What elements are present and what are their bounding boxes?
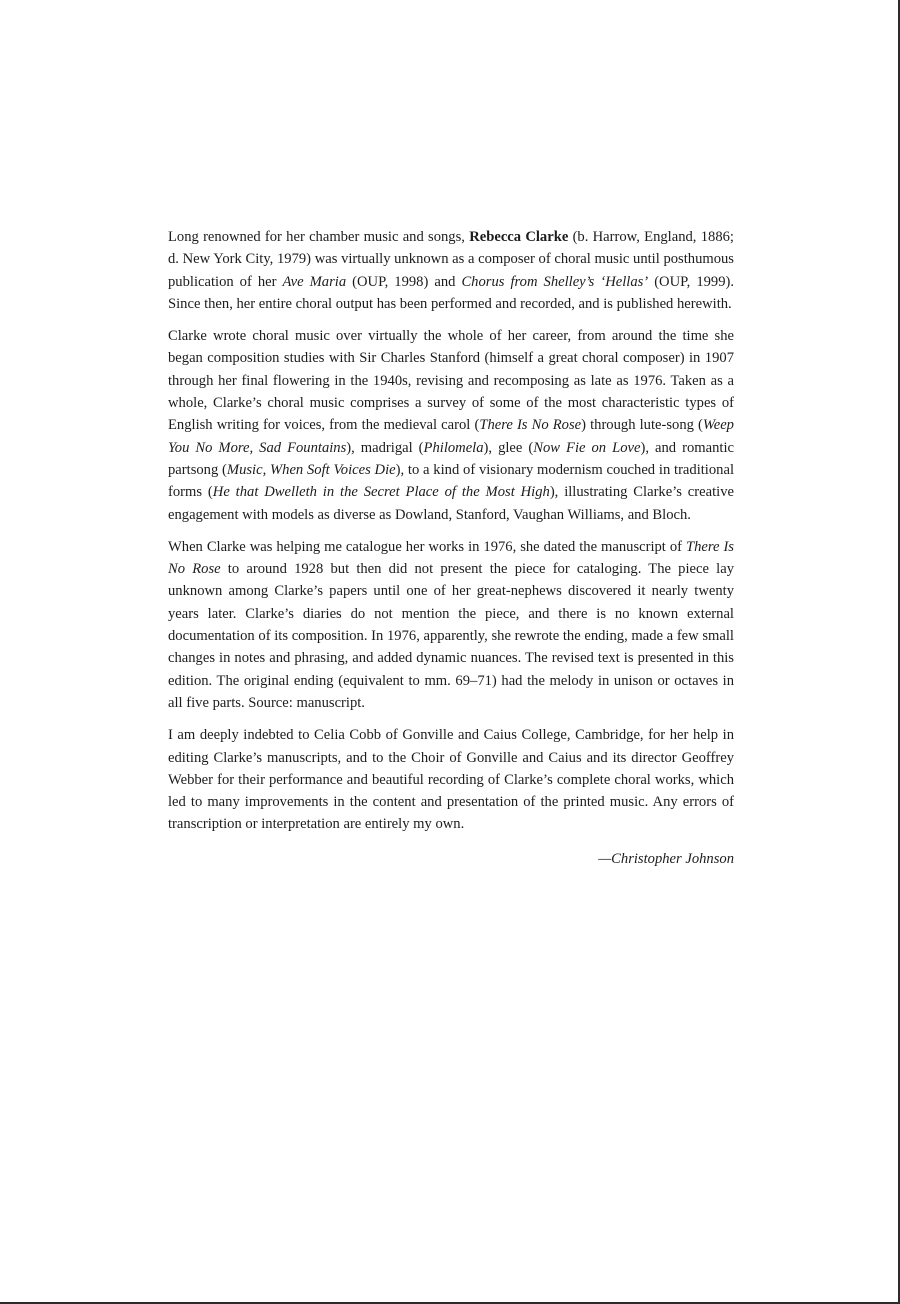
italic-title-run: Philomela: [423, 439, 484, 456]
signature: —Christopher Johnson: [598, 850, 734, 867]
text-run: (OUP, 1998) and: [346, 273, 462, 290]
text-run: (OUP, 1999). Since then, her entire choral output has been performed and recorded, and is published herewith.: [168, 273, 735, 312]
text-run: ), glee (: [483, 439, 534, 456]
text-run: to around 1928 but then did not present the piece for cataloging. The piece lay unknown among Clarke’s papers until one of her great-nephews discovered it nearly twenty years later. Clarke’s diaries do not mention the piece, and there is no known external documentation of its composition. In 1976, apparently, she rewrote the ending, made a few small changes in notes and phrasing, and added dynamic nuances. The revised text is presented in this edition. The original ending (equivalent to mm. 69–71) had the melody in unison or octaves in all five parts. Source: manuscript.: [168, 561, 734, 711]
paragraph-acknowledgments: [168, 724, 734, 835]
italic-title-run: He that Dwelleth in the Secret Place of the Most High: [212, 484, 550, 501]
italic-title-run: Now Fie on Love: [533, 439, 641, 456]
text-run: ), illustrating Clarke’s creative engagement with models as diverse as Dowland, Stanford, Vaughan Williams, and Bloch.: [168, 484, 734, 523]
bold-run: Rebecca Clarke: [469, 229, 569, 245]
paragraph-choral-career: [168, 325, 734, 526]
text-run: ) through lute-song (: [581, 417, 703, 434]
text-run: I am deeply indebted to Celia Cobb of Gonville and Caius College, Cambridge, for her help in editing Clarke’s manuscripts, and to the Choir of Gonville and Caius and its director Geoffrey Webber for their performance and beautiful recording of Clarke’s complete choral works, which led to many improvements in the content and presentation of the printed music. Any errors of transcription or interpretation are entirely my own.: [168, 727, 734, 833]
text-run: ), and romantic partsong (: [168, 439, 734, 478]
italic-title-run: There Is No Rose: [479, 417, 582, 434]
text-run: Long renowned for her chamber music and songs,: [168, 229, 470, 245]
italic-title-run: There Is No Rose: [168, 538, 734, 578]
italic-title-run: Ave Maria: [282, 273, 347, 290]
italic-title-run: Weep You No More, Sad Fountains: [168, 417, 734, 456]
text-run: When Clarke was helping me catalogue her works in 1976, she dated the manuscript of: [168, 538, 686, 555]
italic-title-run: Music, When Soft Voices Die: [226, 461, 396, 478]
preface-text: [168, 226, 734, 870]
text-run: ), to a kind of visionary modernism couched in traditional forms (: [168, 461, 734, 501]
text-run: ), madrigal (: [346, 439, 424, 456]
italic-title-run: Chorus from Shelley’s ‘Hellas’: [461, 273, 649, 290]
text-run: Clarke wrote choral music over virtually the whole of her career, from around the time she began composition studies with Sir Charles Stanford (himself a great choral composer) in 1907 through her final flowering in the 1940s, revising and recomposing as late as 1976. Taken as a whole, Clarke’s choral music comprises a survey of some of the most characteristic types of English writing for voices, from the medieval carol (: [168, 328, 734, 434]
text-run: (b. Harrow, England, 1886; d. New York City, 1979) was virtually unknown as a composer of choral music until posthumous publication of her: [168, 229, 734, 290]
paragraph-there-is-no-rose: [168, 536, 734, 714]
paragraph-intro: [168, 226, 734, 315]
